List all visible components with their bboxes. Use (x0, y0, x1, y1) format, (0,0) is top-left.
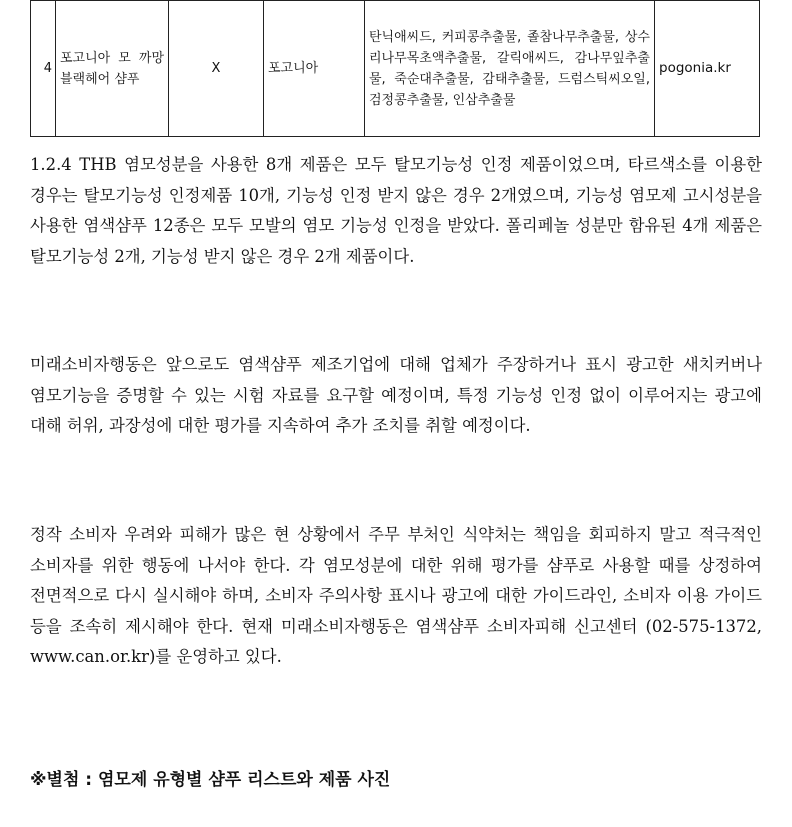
brand-name: 포고니아 (264, 1, 365, 137)
ingredient-list: 탄닉애씨드, 커피콩추출물, 졸참나무추출물, 상수리나무목초액추출물, 갈릭애씨드, 감나무잎추출물, 죽순대추출물, 감태추출물, 드럼스틱씨오일, 검정콩추출물, 인삼추출물 (365, 1, 655, 137)
row-number: 4 (31, 1, 56, 137)
website-text: pogonia.kr (655, 1, 760, 137)
paragraph-future-action: 미래소비자행동은 앞으로도 염색샴푸 제조기업에 대해 업체가 주장하거나 표시 광고한 새치커버나 염모기능을 증명할 수 있는 시험 자료를 요구할 예정이며, 특정 기능성 인정 없이 이루어지는 광고에 대해 허위, 과장성에 대한 평가를 지속하여 추가 조치를 취할 예정이다. (30, 355, 762, 436)
paragraph-mfds-responsibility: 정작 소비자 우려와 피해가 많은 현 상황에서 주무 부처인 식약처는 책임을 회피하지 말고 적극적인 소비자를 위한 행동에 나서야 한다. 각 염모성분에 대한 위해 평가를 샴푸로 사용할 때를 상정하여 전면적으로 다시 실시해야 하며, 소비자 주의사항 표시나 광고에 대한 가이드라인, 소비자 이용 가이드 등을 조속히 제시해야 한다. 현재 미래소비자행동은 염색샴푸 소비자피해 신고센터 (02-575-1372, www.can.or.kr)를 운영하고 있다. (30, 525, 762, 667)
table-row (31, 1, 760, 137)
paragraph-certification-summary: 1.2.4 THB 염모성분을 사용한 8개 제품은 모두 탈모기능성 인정 제품이었으며, 타르색소를 이용한 경우는 탈모기능성 인정제품 10개, 기능성 인정 받지 않은 경우 2개였으며, 기능성 염모제 고시성분을 사용한 염색샴푸 12종은 모두 모발의 염모 기능성 인정을 받았다. 폴리페놀 성분만 함유된 4개 제품은 탈모기능성 2개, 기능성 받지 않은 경우 2개 제품이다. (30, 155, 762, 266)
product-table (30, 0, 760, 137)
certification-flag: X (169, 1, 264, 137)
product-name: 포고니아 모 까망 블랙헤어 샴푸 (56, 1, 169, 137)
attachment-note: ※별첨 : 염모제 유형별 샴푸 리스트와 제품 사진 (30, 770, 391, 790)
